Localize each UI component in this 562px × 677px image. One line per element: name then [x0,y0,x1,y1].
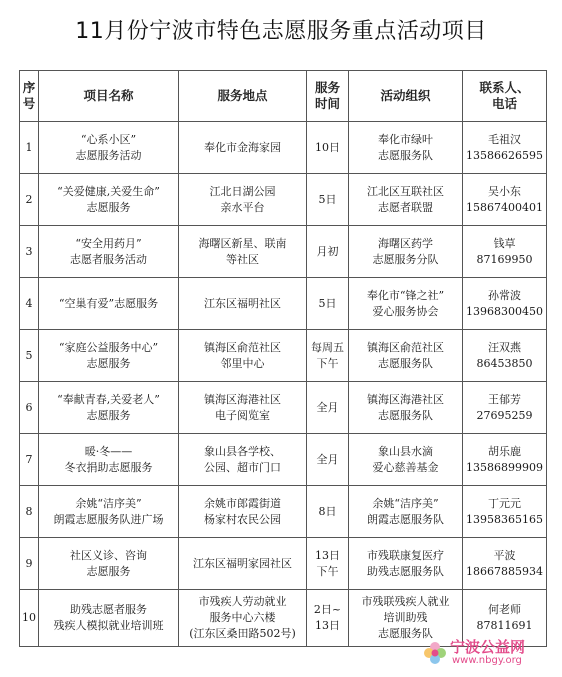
table-row [20,122,547,174]
table-row [20,382,547,434]
watermark-url[interactable]: www.nbgy.org [452,655,522,666]
organizer: 镇海区海港社区 志愿服务队 [349,382,463,434]
table-header [20,71,547,122]
table-body [20,122,547,647]
service-location: 市残疾人劳动就业 服务中心六楼 (江东区桑田路502号) [179,590,307,647]
project-name: 助残志愿者服务 残疾人模拟就业培训班 [39,590,179,647]
service-time: 全月 [307,434,349,486]
organizer: 余姚“洁序美” 朗霞志愿服务队 [349,486,463,538]
contact-info: 孙常波 13968300450 [463,278,547,330]
service-time: 2日~ 13日 [307,590,349,647]
organizer: 象山县水滴 爱心慈善基金 [349,434,463,486]
table-row [20,486,547,538]
organizer: 市残联残疾人就业 培训助残 志愿服务队 [349,590,463,647]
service-time: 10日 [307,122,349,174]
contact-info: 吴小东 15867400401 [463,174,547,226]
service-location: 江北日湖公园 亲水平台 [179,174,307,226]
header-location: 服务地点 [179,71,307,122]
project-name: 余姚“洁序美” 朗霞志愿服务队进广场 [39,486,179,538]
row-number: 6 [20,382,39,434]
service-time: 全月 [307,382,349,434]
header-row [20,71,547,122]
project-name: “奉献青春,关爱老人” 志愿服务 [39,382,179,434]
table-row [20,538,547,590]
service-location: 镇海区俞范社区 邻里中心 [179,330,307,382]
organizer: 市残联康复医疗 助残志愿服务队 [349,538,463,590]
row-number: 10 [20,590,39,647]
service-location: 奉化市金海家园 [179,122,307,174]
row-number: 8 [20,486,39,538]
contact-info: 平波 18667885934 [463,538,547,590]
service-location: 海曙区新星、联南 等社区 [179,226,307,278]
organizer: 海曙区药学 志愿服务分队 [349,226,463,278]
project-name: “空巢有爱”志愿服务 [39,278,179,330]
contact-info: 何老师 87811691 [463,590,547,647]
contact-info: 毛祖汉 13586626595 [463,122,547,174]
contact-info: 钱草 87169950 [463,226,547,278]
header-project-name: 项目名称 [39,71,179,122]
flower-logo-icon [422,640,448,666]
row-number: 3 [20,226,39,278]
watermark [422,634,552,672]
contact-info: 汪双燕 86453850 [463,330,547,382]
organizer: 奉化市绿叶 志愿服务队 [349,122,463,174]
table-row [20,330,547,382]
project-name: 社区义诊、咨询 志愿服务 [39,538,179,590]
project-name: “心系小区” 志愿服务活动 [39,122,179,174]
contact-info: 丁元元 13958365165 [463,486,547,538]
project-name: 暖·冬—— 冬衣捐助志愿服务 [39,434,179,486]
service-location: 江东区福明家园社区 [179,538,307,590]
contact-info: 胡乐鹿 13586899909 [463,434,547,486]
project-name: “家庭公益服务中心” 志愿服务 [39,330,179,382]
project-name: “安全用药月” 志愿者服务活动 [39,226,179,278]
events-table [19,70,547,647]
row-number: 1 [20,122,39,174]
service-location: 象山县各学校、 公园、超市门口 [179,434,307,486]
table-row [20,434,547,486]
service-location: 镇海区海港社区 电子阅览室 [179,382,307,434]
service-time: 月初 [307,226,349,278]
row-number: 4 [20,278,39,330]
service-time: 8日 [307,486,349,538]
table-row [20,226,547,278]
header-organization: 活动组织 [349,71,463,122]
contact-info: 王郁芳 27695259 [463,382,547,434]
header-contact: 联系人、 电话 [463,71,547,122]
row-number: 9 [20,538,39,590]
row-number: 5 [20,330,39,382]
organizer: 江北区互联社区 志愿者联盟 [349,174,463,226]
project-name: “关爱健康,关爱生命” 志愿服务 [39,174,179,226]
service-location: 江东区福明社区 [179,278,307,330]
page-title: 11月份宁波市特色志愿服务重点活动项目 [75,19,487,44]
header-number: 序 号 [20,71,39,122]
header-time: 服务 时间 [307,71,349,122]
organizer: 镇海区俞范社区 志愿服务队 [349,330,463,382]
service-location: 余姚市郎霞街道 杨家村农民公园 [179,486,307,538]
organizer: 奉化市“锋之社” 爱心服务协会 [349,278,463,330]
table-row [20,174,547,226]
service-time: 5日 [307,174,349,226]
row-number: 7 [20,434,39,486]
service-time: 5日 [307,278,349,330]
service-time: 13日 下午 [307,538,349,590]
table-row [20,278,547,330]
service-time: 每周五 下午 [307,330,349,382]
watermark-site-name: 宁波公益网 [450,638,526,656]
row-number: 2 [20,174,39,226]
